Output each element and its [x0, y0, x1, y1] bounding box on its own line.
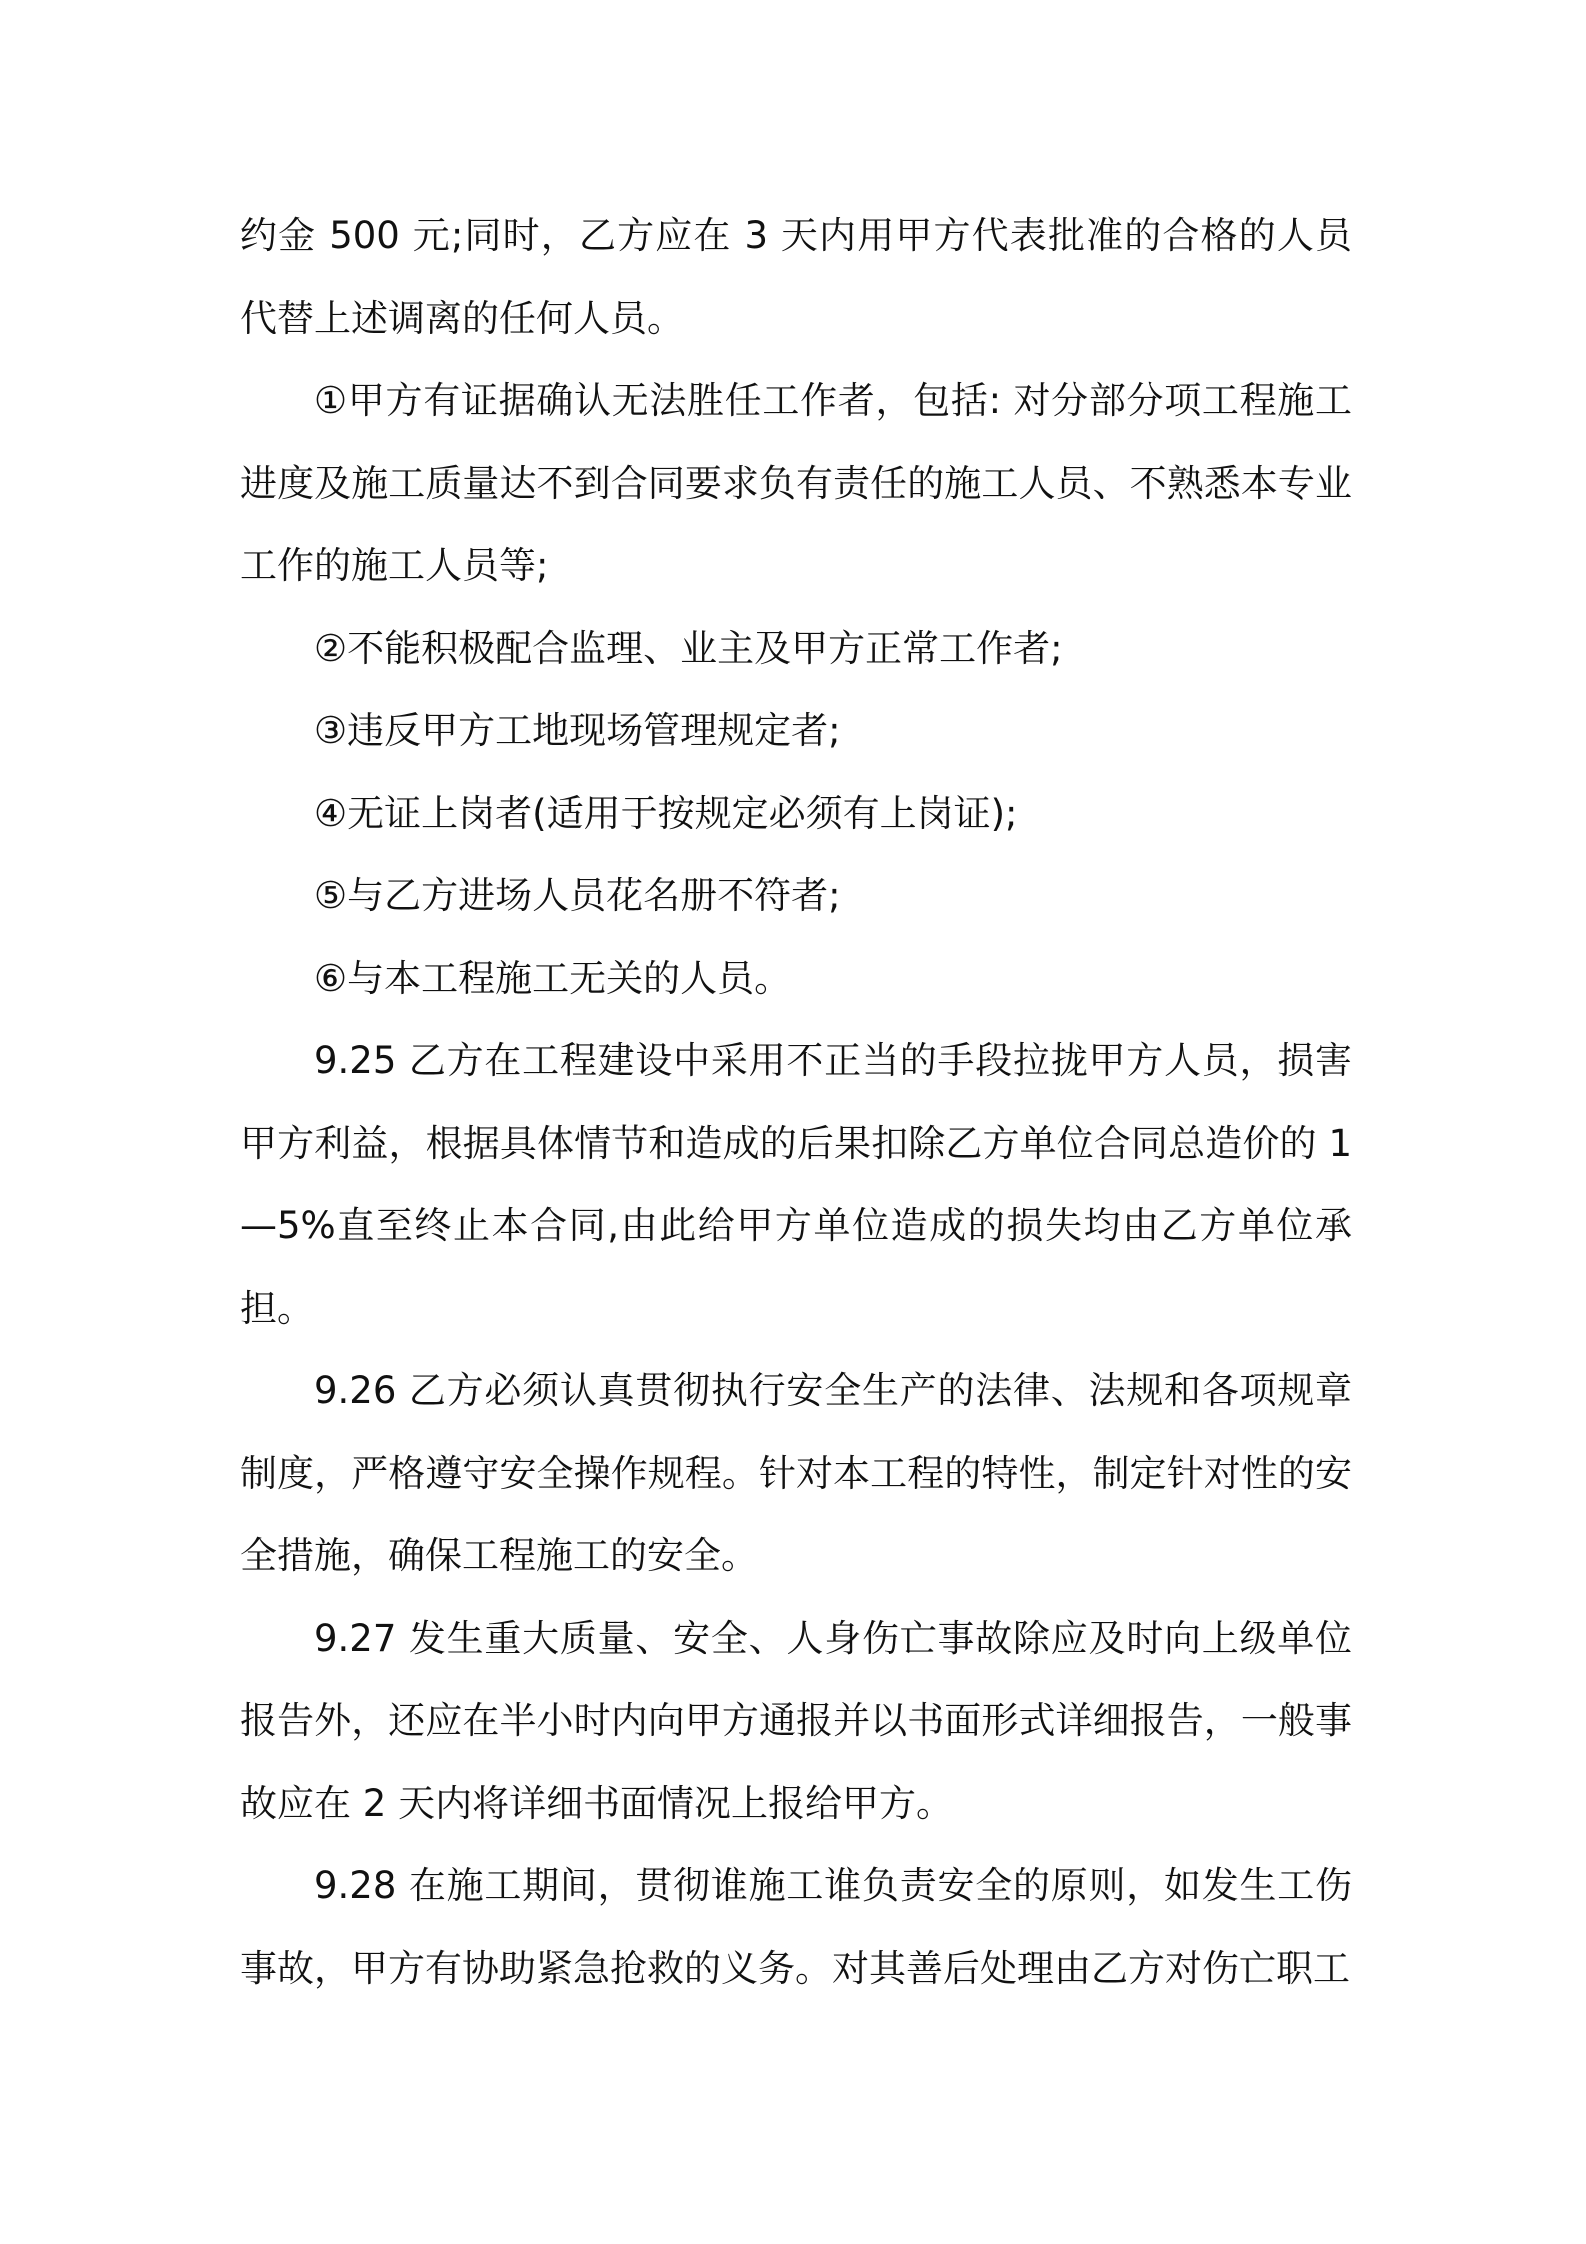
clause-9-25: 9.25 乙方在工程建设中采用不正当的手段拉拢甲方人员，损害甲方利益，根据具体情节和造成的后果扣除乙方单位合同总造价的 1—5%直至终止本合同,由此给甲方单位造成的损失均由乙方单位承担。	[240, 1039, 1352, 1330]
paragraph-item-6: ⑥与本工程施工无关的人员。	[314, 956, 792, 1000]
clause-9-26: 9.26 乙方必须认真贯彻执行安全生产的法律、法规和各项规章制度，严格遵守安全操作规程。针对本工程的特性，制定针对性的安全措施，确保工程施工的安全。	[240, 1369, 1352, 1577]
paragraph-continuation: 约金 500 元;同时，乙方应在 3 天内用甲方代表批准的合格的人员代替上述调离的任何人员。	[240, 214, 1352, 340]
paragraph-item-5: ⑤与乙方进场人员花名册不符者;	[314, 874, 841, 917]
paragraph-item-1: ①甲方有证据确认无法胜任工作者，包括: 对分部分项工程施工进度及施工质量达不到合同要求负有责任的施工人员、不熟悉本专业工作的施工人员等;	[240, 379, 1352, 587]
paragraph-item-3: ③违反甲方工地现场管理规定者;	[314, 709, 841, 752]
clause-9-27: 9.27 发生重大质量、安全、人身伤亡事故除应及时向上级单位报告外，还应在半小时内向甲方通报并以书面形式详细报告，一般事故应在 2 天内将详细书面情况上报给甲方。	[240, 1616, 1352, 1825]
paragraph-item-4: ④无证上岗者(适用于按规定必须有上岗证);	[314, 791, 1018, 835]
document-body	[240, 195, 1352, 2010]
paragraph-item-2: ②不能积极配合监理、业主及甲方正常工作者;	[314, 626, 1063, 670]
clause-9-28: 9.28 在施工期间，贯彻谁施工谁负责安全的原则，如发生工伤事故，甲方有协助紧急抢救的义务。对其善后处理由乙方对伤亡职工	[240, 1864, 1352, 1990]
